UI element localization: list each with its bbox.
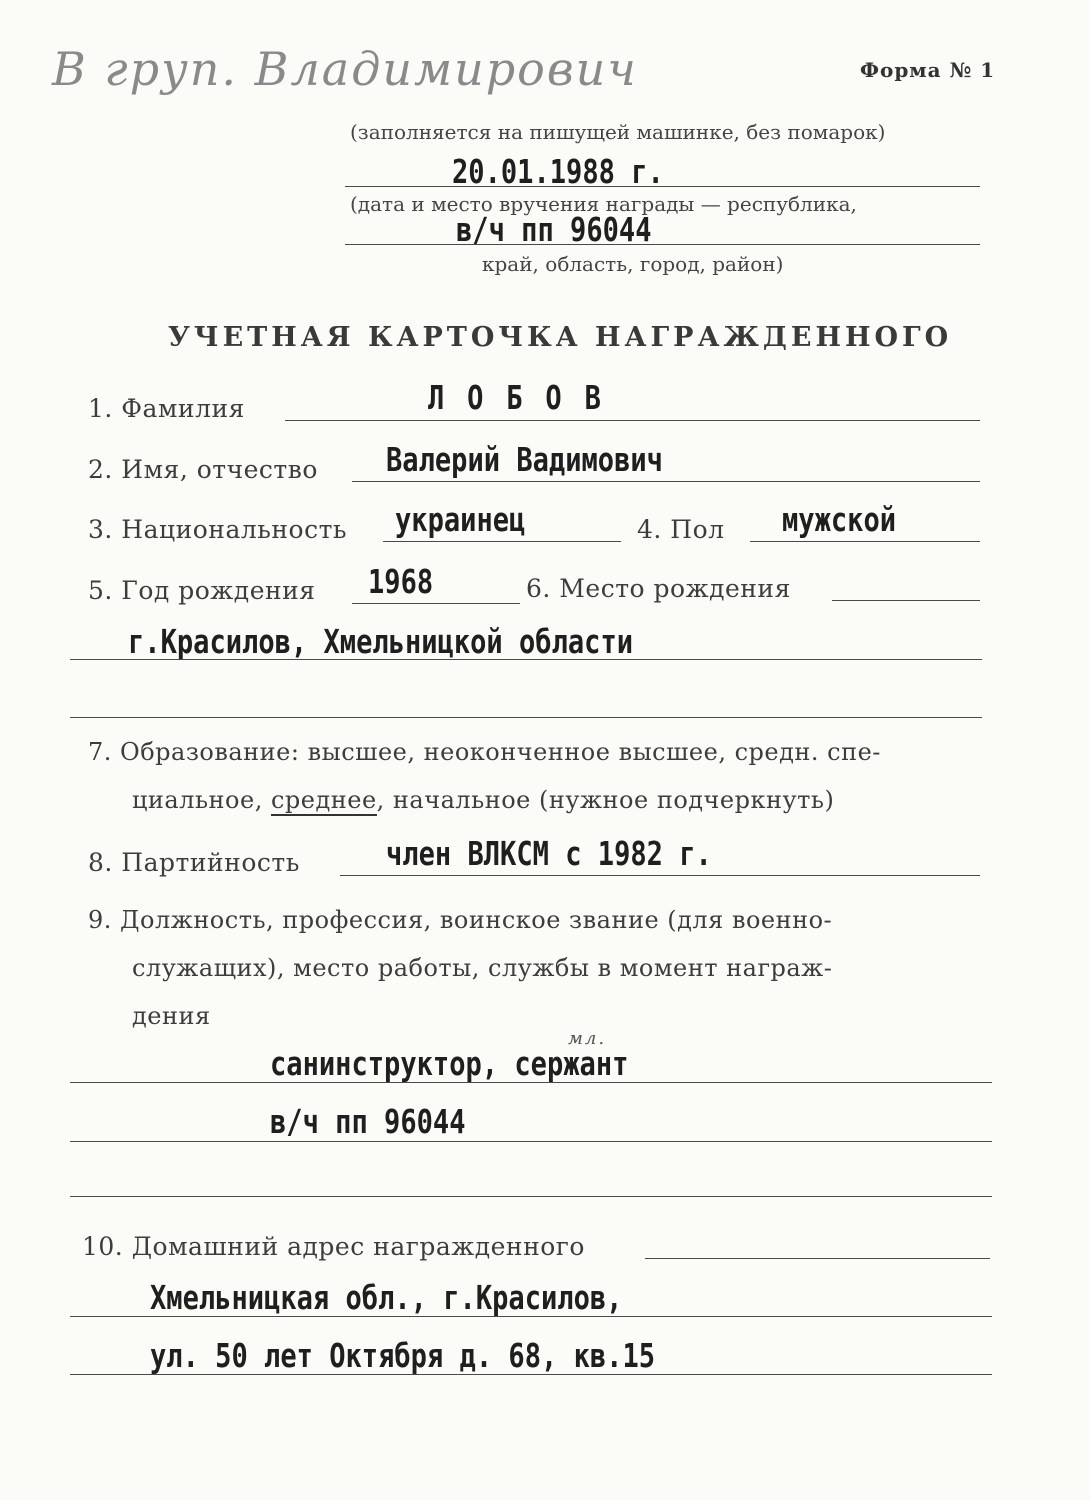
field-party-line	[340, 875, 980, 876]
field-sex-label: 4. Пол	[637, 515, 725, 544]
education-selected-option: среднее	[270, 786, 377, 814]
typewriter-note: (заполняется на пишущей машинке, без помарок)	[350, 120, 886, 144]
field-position-line-c	[70, 1196, 992, 1197]
field-address-value-1: Хмельницкая обл., г.Красилов,	[150, 1278, 623, 1317]
page-title: УЧЕТНАЯ КАРТОЧКА НАГРАЖДЕННОГО	[168, 322, 953, 353]
field-birth-place-label: 6. Место рождения	[526, 574, 791, 603]
field-party-label: 8. Партийность	[88, 848, 300, 877]
place-caption-1: (дата и место вручения награды — республика,	[350, 192, 857, 216]
field-birth-place-line-1	[832, 600, 980, 601]
field-address-line-3	[70, 1374, 992, 1375]
field-position-line-b	[70, 1141, 992, 1142]
field-surname-line	[285, 420, 980, 421]
field-birth-place-line-2	[70, 659, 982, 660]
field-birth-place-value: г.Красилов, Хмельницкой области	[128, 622, 634, 661]
field-position-value-1: санинструктор, сержант	[270, 1044, 629, 1083]
field-position-line-3: дения	[132, 1002, 211, 1030]
form-number: Форма № 1	[860, 58, 996, 82]
handwritten-insert: мл.	[568, 1028, 607, 1049]
field-name-value: Валерий Вадимович	[386, 440, 663, 479]
field-position-line-a	[70, 1082, 992, 1083]
field-position-value-2: в/ч пп 96044	[270, 1102, 466, 1141]
field-address-line-1	[645, 1258, 990, 1259]
field-position-line-1: 9. Должность, профессия, воинское звание (для военно-	[88, 906, 833, 934]
field-nationality-label: 3. Национальность	[88, 515, 348, 544]
award-unit-line	[345, 244, 980, 245]
field-education-line-2	[132, 786, 834, 814]
award-date-line	[345, 186, 980, 187]
field-address-label: 10. Домашний адрес награжденного	[82, 1232, 585, 1261]
field-name-line	[352, 481, 980, 482]
field-surname-value: Л О Б О В	[428, 378, 605, 417]
field-education-line-1: 7. Образование: высшее, неоконченное высшее, средн. спе-	[88, 738, 881, 766]
field-sex-line	[750, 541, 980, 542]
award-unit-value: в/ч пп 96044	[456, 210, 652, 249]
field-sex-value: мужской	[782, 500, 897, 539]
award-date-value: 20.01.1988 г.	[452, 152, 664, 191]
field-name-label: 2. Имя, отчество	[88, 455, 318, 484]
field-party-value: член ВЛКСМ с 1982 г.	[386, 834, 712, 873]
education-option-text-rest: , начальное (нужное подчеркнуть)	[376, 786, 835, 814]
field-birth-year-line	[352, 603, 520, 604]
field-address-line-2	[70, 1316, 992, 1317]
place-caption-2: край, область, город, район)	[482, 252, 784, 276]
handwritten-note: В груп. Владимирович	[52, 42, 638, 96]
field-surname-label: 1. Фамилия	[88, 394, 245, 423]
field-birth-year-value: 1968	[368, 562, 434, 601]
field-birth-year-label: 5. Год рождения	[88, 576, 316, 605]
field-position-line-2: служащих), место работы, службы в момент награж-	[132, 954, 833, 982]
field-nationality-line	[383, 541, 621, 542]
education-option-text: циальное,	[132, 786, 271, 814]
field-address-value-2: ул. 50 лет Октября д. 68, кв.15	[150, 1336, 656, 1375]
field-nationality-value: украинец	[395, 500, 526, 539]
field-birth-place-line-3	[70, 717, 982, 718]
